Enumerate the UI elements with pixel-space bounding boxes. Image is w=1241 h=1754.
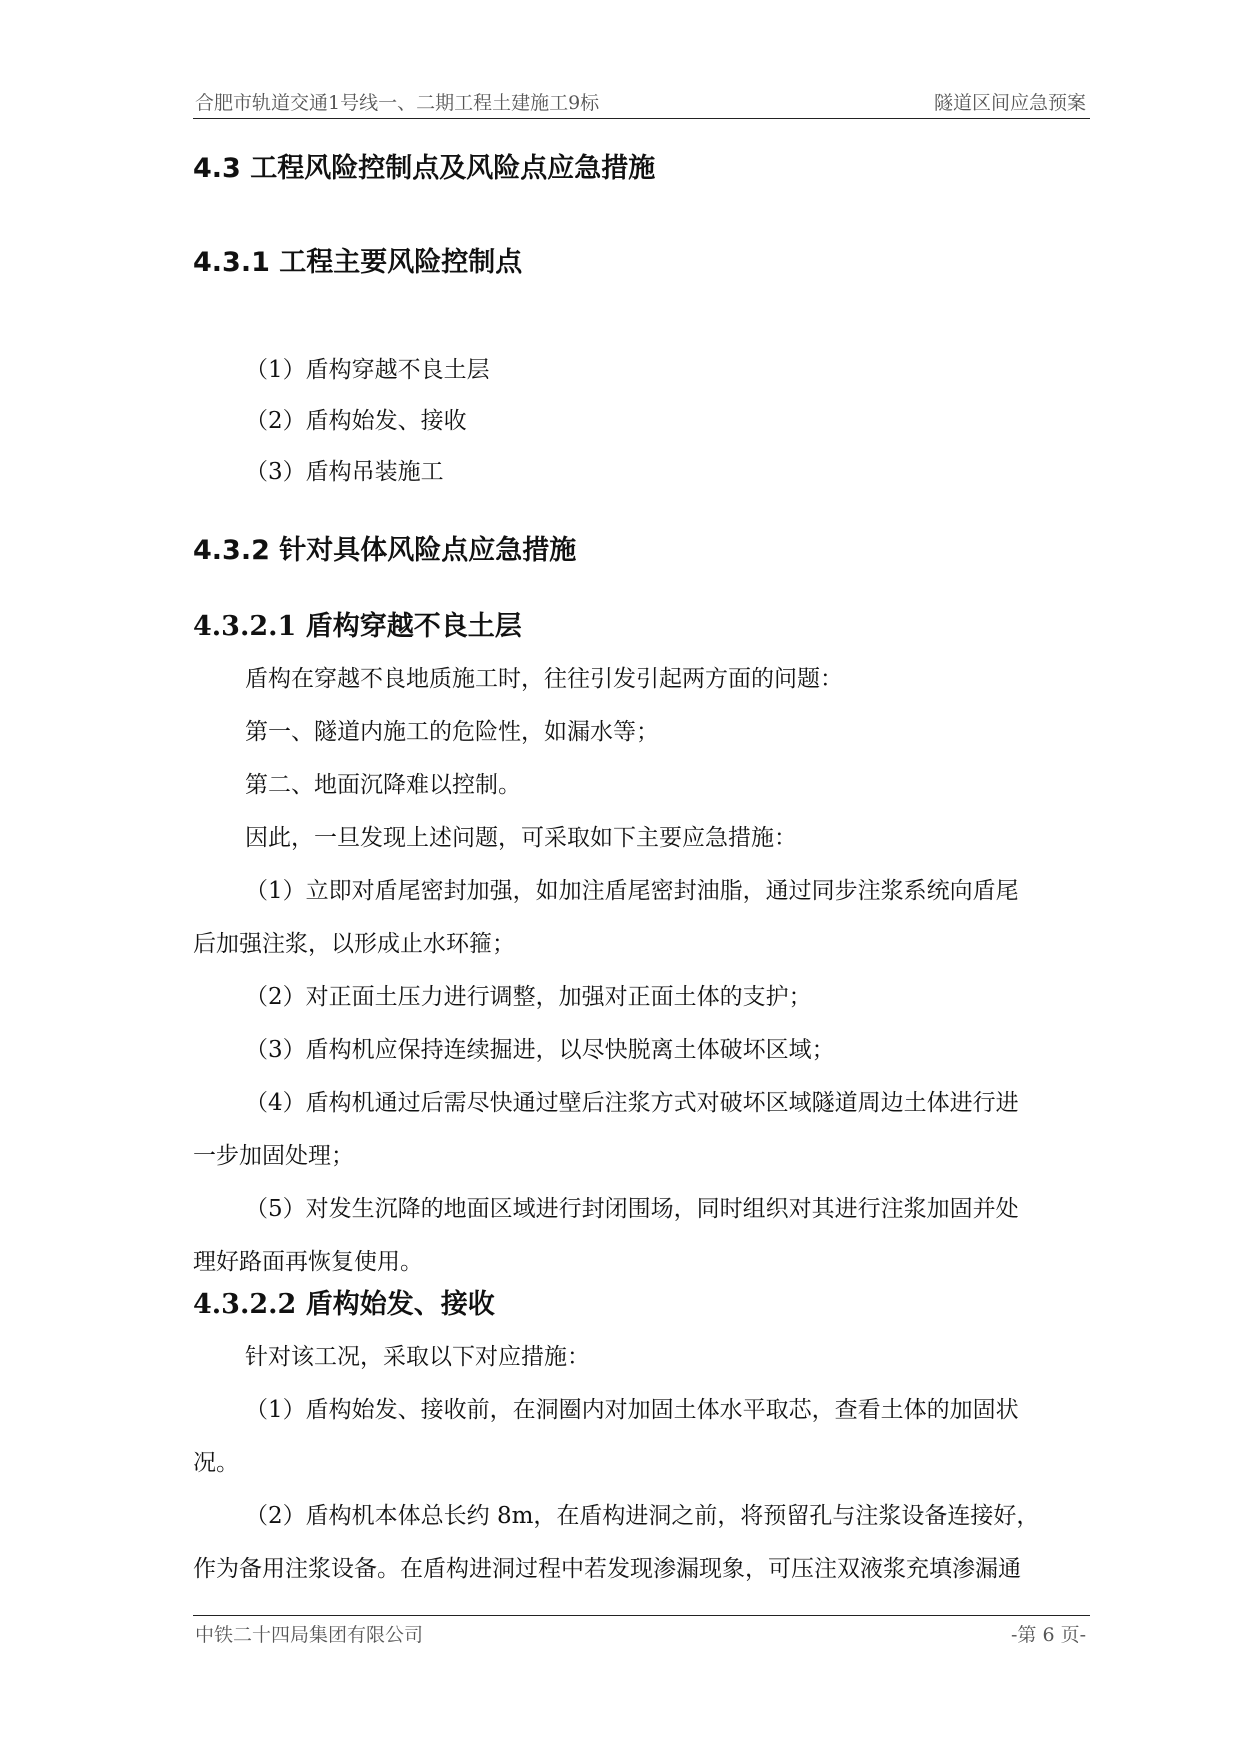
paragraph-line: 盾构在穿越不良地质施工时，往往引发引起两方面的问题：: [245, 666, 843, 692]
measure-item: （2）盾构机本体总长约 8m，在盾构进洞之前，将预留孔与注浆设备连接好，: [245, 1503, 1040, 1529]
measure-item: （5）对发生沉降的地面区域进行封闭围场，同时组织对其进行注浆加固并处: [245, 1196, 1019, 1222]
risk-point-item: （3）盾构吊装施工: [245, 459, 444, 485]
page-header: [193, 86, 1090, 116]
footer-company-name: 中铁二十四局集团有限公司: [195, 1624, 424, 1646]
section-4-3-heading: 4.3 工程风险控制点及风险点应急措施: [193, 153, 656, 184]
paragraph-line: 第二、地面沉降难以控制。: [245, 772, 521, 798]
section-4-3-2-heading: 4.3.2 针对具体风险点应急措施: [193, 535, 577, 566]
measure-item: （3）盾构机应保持连续掘进，以尽快脱离土体破坏区域；: [245, 1037, 835, 1063]
header-project-title: 合肥市轨道交通1号线一、二期工程土建施工9标: [195, 92, 600, 114]
header-divider: [193, 118, 1090, 119]
measure-item-continued: 后加强注浆，以形成止水环箍；: [193, 931, 515, 957]
measure-item-continued: 况。: [193, 1450, 239, 1476]
section-4-3-2-2-heading: 4.3.2.2 盾构始发、接收: [193, 1289, 495, 1320]
paragraph-line: 第一、隧道内施工的危险性，如漏水等；: [245, 719, 659, 745]
risk-point-item: （1）盾构穿越不良土层: [245, 357, 490, 383]
paragraph-line: 针对该工况，采取以下对应措施：: [245, 1344, 590, 1370]
measure-item-continued: 理好路面再恢复使用。: [193, 1249, 423, 1275]
page-footer: [193, 1618, 1090, 1648]
footer-divider: [193, 1615, 1090, 1616]
measure-item-continued: 一步加固处理；: [193, 1143, 354, 1169]
measure-item-continued: 作为备用注浆设备。在盾构进洞过程中若发现渗漏现象，可压注双液浆充填渗漏通: [193, 1556, 1021, 1582]
header-document-title: 隧道区间应急预案: [933, 92, 1086, 114]
paragraph-line: 因此，一旦发现上述问题，可采取如下主要应急措施：: [245, 825, 797, 851]
section-4-3-1-heading: 4.3.1 工程主要风险控制点: [193, 247, 523, 278]
measure-item: （4）盾构机通过后需尽快通过壁后注浆方式对破坏区域隧道周边土体进行进: [245, 1090, 1019, 1116]
risk-point-item: （2）盾构始发、接收: [245, 408, 467, 434]
measure-item: （2）对正面土压力进行调整，加强对正面土体的支护；: [245, 984, 812, 1010]
measure-item: （1）立即对盾尾密封加强，如加注盾尾密封油脂，通过同步注浆系统向盾尾: [245, 878, 1019, 904]
measure-item: （1）盾构始发、接收前，在洞圈内对加固土体水平取芯，查看土体的加固状: [245, 1397, 1019, 1423]
section-4-3-2-1-heading: 4.3.2.1 盾构穿越不良土层: [193, 611, 522, 642]
page-number: -第 6 页-: [1010, 1624, 1086, 1646]
